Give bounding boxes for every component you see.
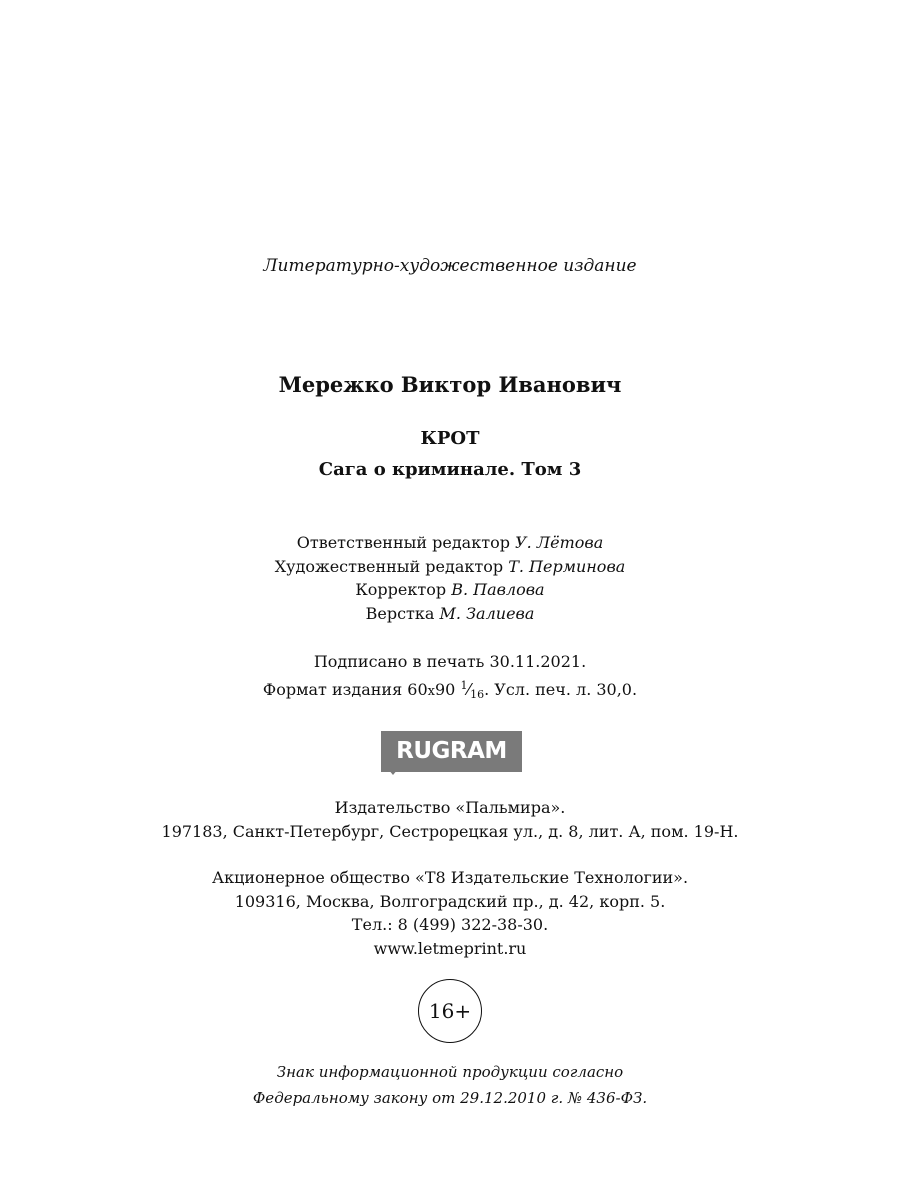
credit-row: [0, 578, 900, 602]
credit-person: В. Павлова: [451, 580, 545, 599]
credit-person: Т. Перминова: [508, 556, 626, 576]
credit-row: [0, 531, 900, 555]
credit-row: [0, 555, 900, 579]
publisher-block: [0, 796, 900, 844]
printer-name: Акционерное общество «Т8 Издательские Технологии».: [211, 868, 689, 887]
publication-type: Литературно-художественное издание: [263, 256, 637, 276]
credit-role: Художественный редактор: [274, 556, 504, 576]
printer-phone: Тел.: 8 (499) 322-38-30.: [351, 915, 549, 934]
credit-role: Верстка: [365, 603, 435, 623]
format-suffix: . Усл. печ. л. 30,0.: [484, 679, 638, 699]
age-rating-badge: 16+: [418, 979, 482, 1043]
author-name: Мережко Виктор Иванович: [278, 372, 622, 397]
printer-block: [0, 866, 900, 960]
format-fraction: $^1⁄_{16}$: [460, 678, 485, 701]
credit-person: У. Лётова: [515, 533, 604, 552]
credit-role: Корректор: [355, 580, 447, 599]
book-title: КРОТ: [420, 428, 480, 449]
rugram-logo: [381, 731, 522, 772]
credits-block: [0, 531, 900, 625]
format-prefix: Формат издания 60: [262, 679, 428, 699]
logo-notch: [388, 769, 398, 775]
notice-line: Знак информационной продукции согласно: [276, 1063, 624, 1081]
format-mid: 90: [434, 679, 456, 699]
publisher-name: Издательство «Пальмира».: [334, 798, 566, 817]
fraction-denominator: 16: [470, 687, 485, 701]
print-info-block: [0, 650, 900, 706]
format-line: [0, 674, 900, 707]
signed-to-print: Подписано в печать 30.11.2021.: [313, 652, 587, 671]
book-subtitle: Сага о криминале. Том 3: [318, 459, 582, 480]
format-times: x: [427, 683, 435, 699]
fraction-numerator: 1: [460, 678, 468, 692]
notice-line: Федеральному закону от 29.12.2010 г. № 436-ФЗ.: [252, 1089, 648, 1107]
printer-address: 109316, Москва, Волгоградский пр., д. 42, корп. 5.: [234, 891, 666, 911]
logo-text: RUGRAM: [396, 738, 507, 764]
credit-role: Ответственный редактор: [296, 533, 510, 552]
legal-notice: [0, 1059, 900, 1111]
publisher-address: 197183, Санкт-Петербург, Сестрорецкая ул., д. 8, лит. А, пом. 19-Н.: [161, 822, 739, 841]
credit-person: М. Залиева: [439, 603, 535, 623]
credit-row: [0, 602, 900, 626]
printer-website: www.letmeprint.ru: [373, 938, 527, 958]
